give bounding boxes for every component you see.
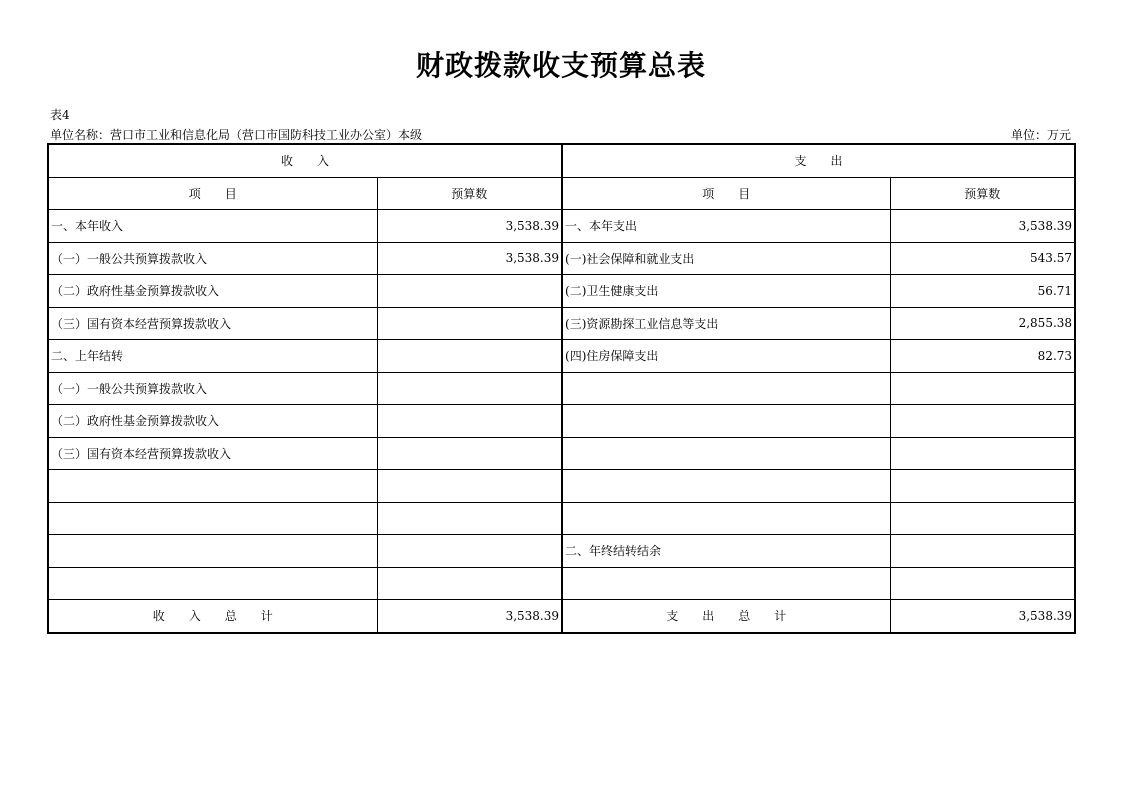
expense-value-cell — [890, 502, 1075, 535]
income-item-header: 项 目 — [48, 177, 377, 210]
budget-table — [47, 143, 1076, 634]
unit-name-label: 单位名称：营口市工业和信息化局（营口市国防科技工业办公室）本级 — [50, 128, 423, 142]
table-row — [48, 535, 1075, 568]
income-total-value: 3,538.39 — [377, 600, 562, 633]
income-item-cell: 二、上年结转 — [48, 340, 377, 373]
column-header-row — [48, 177, 1075, 210]
income-value-cell — [377, 307, 562, 340]
table-row — [48, 567, 1075, 600]
expense-budget-header: 预算数 — [890, 177, 1075, 210]
income-value-cell — [377, 275, 562, 308]
expense-section-header: 支 出 — [562, 144, 1075, 177]
table-row — [48, 405, 1075, 438]
table-number: 表4 — [50, 108, 70, 122]
table-row — [48, 502, 1075, 535]
page-title: 财政拨款收支预算总表 — [415, 49, 706, 82]
totals-row — [48, 600, 1075, 633]
income-value-cell — [377, 567, 562, 600]
income-item-cell: （一）一般公共预算拨款收入 — [48, 242, 377, 275]
income-item-cell — [48, 502, 377, 535]
income-total-label: 收 入 总 计 — [48, 600, 377, 633]
expense-total-value: 3,538.39 — [890, 600, 1075, 633]
income-value-cell — [377, 340, 562, 373]
expense-item-cell — [562, 502, 890, 535]
income-item-cell: 一、本年收入 — [48, 210, 377, 243]
table-body — [48, 210, 1075, 600]
income-value-cell — [377, 437, 562, 470]
income-item-cell: （一）一般公共预算拨款收入 — [48, 372, 377, 405]
income-value-cell — [377, 502, 562, 535]
table-row — [48, 437, 1075, 470]
expense-value-cell: 543.57 — [890, 242, 1075, 275]
expense-value-cell — [890, 372, 1075, 405]
expense-item-cell: (二)卫生健康支出 — [562, 275, 890, 308]
expense-value-cell: 2,855.38 — [890, 307, 1075, 340]
expense-value-cell: 3,538.39 — [890, 210, 1075, 243]
table-row — [48, 242, 1075, 275]
expense-item-cell — [562, 405, 890, 438]
table-row — [48, 275, 1075, 308]
expense-value-cell — [890, 535, 1075, 568]
expense-item-cell: (一)社会保障和就业支出 — [562, 242, 890, 275]
expense-item-cell — [562, 372, 890, 405]
income-item-cell — [48, 567, 377, 600]
income-item-cell: （二）政府性基金预算拨款收入 — [48, 275, 377, 308]
income-value-cell — [377, 535, 562, 568]
expense-item-cell: (三)资源勘探工业信息等支出 — [562, 307, 890, 340]
expense-value-cell: 56.71 — [890, 275, 1075, 308]
table-row — [48, 470, 1075, 503]
income-value-cell — [377, 372, 562, 405]
income-budget-header: 预算数 — [377, 177, 562, 210]
income-item-cell — [48, 470, 377, 503]
table-row — [48, 372, 1075, 405]
table-row — [48, 210, 1075, 243]
income-value-cell: 3,538.39 — [377, 210, 562, 243]
expense-total-label: 支 出 总 计 — [562, 600, 890, 633]
expense-value-cell — [890, 567, 1075, 600]
income-item-cell: （三）国有资本经营预算拨款收入 — [48, 437, 377, 470]
table-row — [48, 307, 1075, 340]
expense-item-cell — [562, 470, 890, 503]
income-value-cell — [377, 405, 562, 438]
income-item-cell: （三）国有资本经营预算拨款收入 — [48, 307, 377, 340]
income-item-cell — [48, 535, 377, 568]
income-item-cell: （二）政府性基金预算拨款收入 — [48, 405, 377, 438]
expense-item-cell: 二、年终结转结余 — [562, 535, 890, 568]
expense-value-cell — [890, 437, 1075, 470]
expense-item-header: 项 目 — [562, 177, 890, 210]
table-row — [48, 340, 1075, 373]
section-header-row — [48, 144, 1075, 177]
expense-item-cell — [562, 437, 890, 470]
expense-item-cell: (四)住房保障支出 — [562, 340, 890, 373]
expense-item-cell — [562, 567, 890, 600]
currency-unit-label: 单位：万元 — [1010, 128, 1071, 142]
income-value-cell — [377, 470, 562, 503]
expense-item-cell: 一、本年支出 — [562, 210, 890, 243]
expense-value-cell: 82.73 — [890, 340, 1075, 373]
income-value-cell: 3,538.39 — [377, 242, 562, 275]
expense-value-cell — [890, 470, 1075, 503]
income-section-header: 收 入 — [48, 144, 562, 177]
expense-value-cell — [890, 405, 1075, 438]
